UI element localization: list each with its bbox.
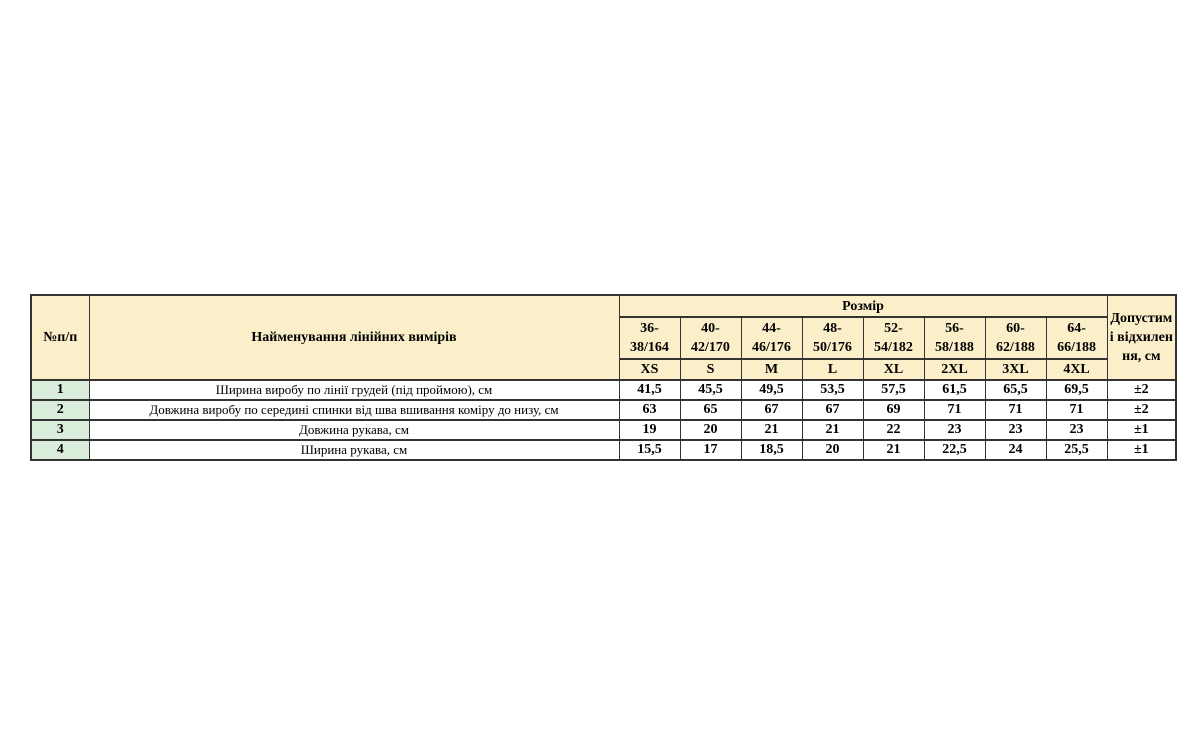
value-cell: 65 [680,400,741,420]
value-cell: 71 [924,400,985,420]
value-cell: 23 [924,420,985,440]
value-cell: 19 [619,420,680,440]
table-row [31,400,1176,420]
measurement-name-cell: Ширина рукава, см [89,440,619,460]
size-range-header: 56-58/188 [924,317,985,359]
size-range-header: 40-42/170 [680,317,741,359]
tolerance-cell: ±1 [1107,420,1176,440]
value-cell: 49,5 [741,380,802,400]
value-cell: 21 [741,420,802,440]
measurement-name-cell: Ширина виробу по лінії грудей (під проймою), см [89,380,619,400]
size-chart [30,294,1177,461]
tolerance-cell: ±2 [1107,400,1176,420]
table-row [31,380,1176,400]
col-header-name: Найменування лінійних вимірів [89,295,619,380]
value-cell: 22 [863,420,924,440]
row-number-cell: 4 [31,440,89,460]
value-cell: 69 [863,400,924,420]
value-cell: 53,5 [802,380,863,400]
row-number-cell: 2 [31,400,89,420]
value-cell: 67 [741,400,802,420]
size-code-header: L [802,359,863,380]
value-cell: 15,5 [619,440,680,460]
value-cell: 67 [802,400,863,420]
value-cell: 57,5 [863,380,924,400]
value-cell: 20 [802,440,863,460]
value-cell: 69,5 [1046,380,1107,400]
value-cell: 24 [985,440,1046,460]
size-code-header: XS [619,359,680,380]
measurement-name-cell: Довжина рукава, см [89,420,619,440]
value-cell: 18,5 [741,440,802,460]
value-cell: 41,5 [619,380,680,400]
value-cell: 23 [1046,420,1107,440]
size-code-header: XL [863,359,924,380]
value-cell: 20 [680,420,741,440]
size-range-header: 52-54/182 [863,317,924,359]
value-cell: 25,5 [1046,440,1107,460]
table-row [31,440,1176,460]
value-cell: 71 [985,400,1046,420]
value-cell: 61,5 [924,380,985,400]
size-code-header: M [741,359,802,380]
size-range-header: 64-66/188 [1046,317,1107,359]
value-cell: 23 [985,420,1046,440]
row-number-cell: 1 [31,380,89,400]
size-code-header: 4XL [1046,359,1107,380]
size-range-header: 44-46/176 [741,317,802,359]
tolerance-header: Допустимі відхилення, см [1107,295,1176,380]
value-cell: 22,5 [924,440,985,460]
tolerance-cell: ±1 [1107,440,1176,460]
value-cell: 71 [1046,400,1107,420]
size-code-header: 2XL [924,359,985,380]
row-number-cell: 3 [31,420,89,440]
measurement-name-cell: Довжина виробу по середині спинки від шва вшивання коміру до низу, см [89,400,619,420]
size-range-header: 48-50/176 [802,317,863,359]
size-table [30,294,1177,461]
size-range-header: 36-38/164 [619,317,680,359]
size-group-header: Розмір [619,295,1107,317]
size-code-header: 3XL [985,359,1046,380]
size-code-header: S [680,359,741,380]
value-cell: 45,5 [680,380,741,400]
table-header-row-group [31,295,1176,317]
value-cell: 21 [863,440,924,460]
size-range-header: 60-62/188 [985,317,1046,359]
value-cell: 65,5 [985,380,1046,400]
value-cell: 63 [619,400,680,420]
value-cell: 21 [802,420,863,440]
col-header-num: №п/п [31,295,89,380]
table-row [31,420,1176,440]
tolerance-cell: ±2 [1107,380,1176,400]
value-cell: 17 [680,440,741,460]
